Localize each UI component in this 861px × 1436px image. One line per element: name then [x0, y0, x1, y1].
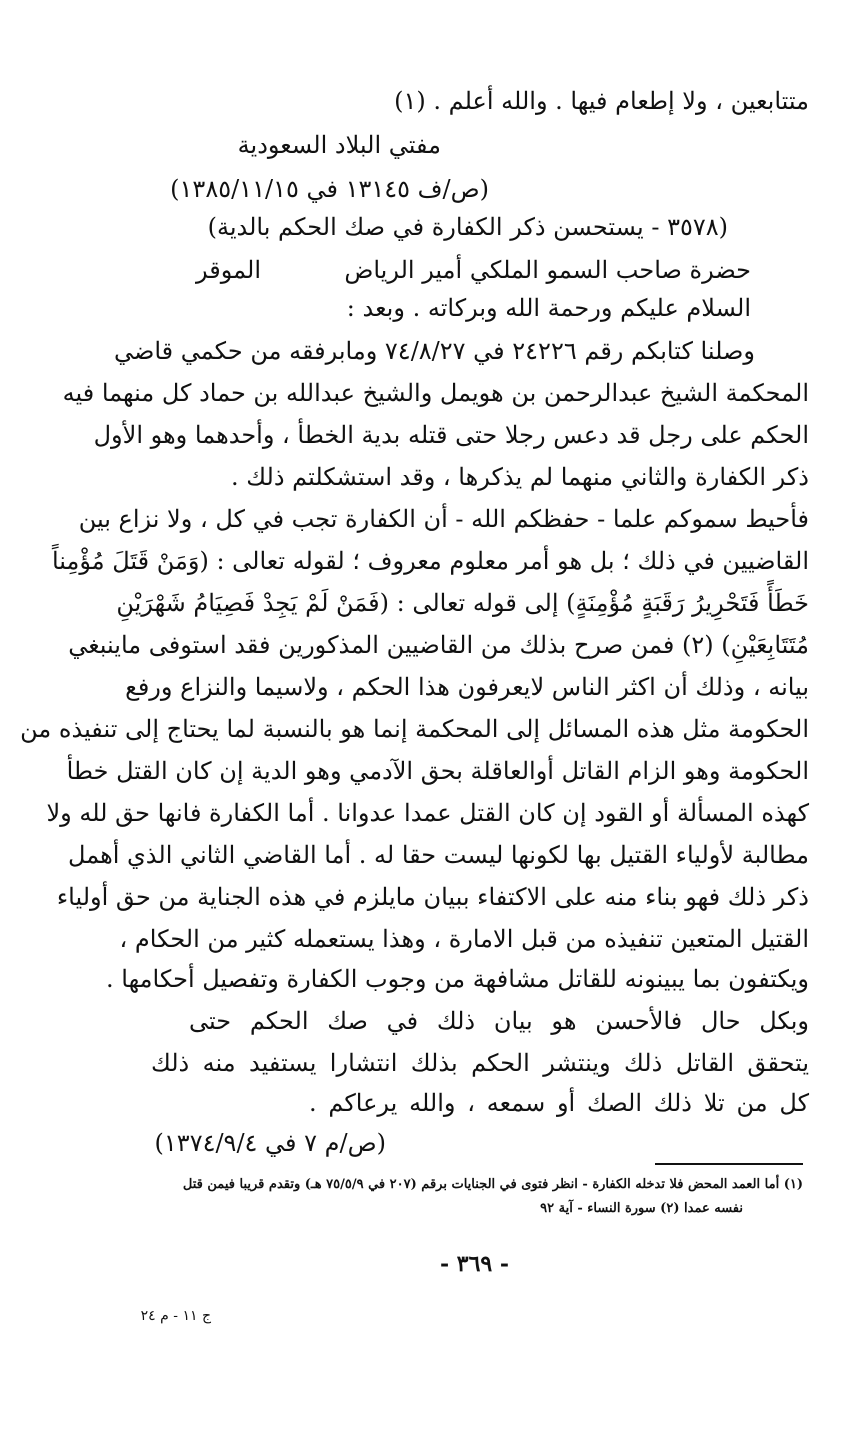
body-line: مطالبة لأولياء القتيل بها لكونها ليست حقا له . أما القاضي الثاني الذي أهمل — [68, 841, 809, 869]
body-line: فأحيط سموكم علما - حفظكم الله - أن الكفارة تجب في كل ، ولا نزاع بين — [78, 505, 809, 533]
continuation-line: متتابعين ، ولا إطعام فيها . والله أعلم . (١) — [394, 87, 809, 115]
body-line: الحكم على رجل قد دعس رجلا حتى قتله بدية الخطأ ، وأحدهما وهو الأول — [93, 421, 809, 449]
body-line: كل من تلا ذلك الصك أو سمعه ، والله يرعاكم . — [309, 1089, 809, 1117]
body-line: القتيل المتعين تنفيذه من قبل الامارة ، وهذا يستعمله كثير من الحكام ، — [119, 925, 809, 953]
body-line: ويكتفون بما يبينونه للقاتل مشافهة من وجوب الكفارة وتفصيل أحكامها . — [106, 965, 809, 993]
reference-number: (ص/ف ١٣١٤٥ في ١٣٨٥/١١/١٥) — [170, 175, 489, 203]
footnote: نفسه عمدا (٢) سورة النساء - آية ٩٢ — [540, 1201, 743, 1216]
body-line: ذكر ذلك فهو بناء منه على الاكتفاء ببيان مايلزم في هذه الجناية من حق أولياء — [56, 883, 809, 911]
body-line: وبكل حال فالأحسن هو بيان ذلك في صك الحكم حتى — [189, 1007, 809, 1035]
page-number: - ٣٦٩ - — [439, 1251, 509, 1277]
signature: مفتي البلاد السعودية — [237, 131, 441, 159]
body-line: مُتَتَابِعَيْنِ) (٢) فمن صرح بذلك من القاضيين المذكورين فقد استوفى ماينبغي — [68, 631, 809, 659]
body-line: يتحقق القاتل ذلك وينتشر الحكم بذلك انتشارا يستفيد منه ذلك — [151, 1049, 809, 1077]
greeting: السلام عليكم ورحمة الله وبركاته . وبعد : — [346, 294, 751, 322]
body-line: بيانه ، وذلك أن اكثر الناس لايعرفون هذا الحكم ، ولاسيما والنزاع ورفع — [125, 673, 809, 701]
volume-mark: ج ١١ - م ٢٤ — [140, 1308, 211, 1324]
body-line: وصلنا كتابكم رقم ٢٤٢٢٦ في ٧٤/٨/٢٧ ومابرفقه من حكمي قاضي — [113, 337, 755, 365]
honorific: الموقر — [196, 256, 261, 284]
body-line: الحكومة وهو الزام القاتل أوالعاقلة بحق الآدمي وهو الدية إن كان القتل خطأ — [66, 757, 809, 785]
reference-number: (ص/م ٧ في ١٣٧٤/٩/٤) — [154, 1129, 386, 1157]
body-line: كهذه المسألة أو القود إن كان القتل عمدا عدوانا . أما الكفارة فانها حق لله ولا — [46, 799, 809, 827]
body-line: الحكومة مثل هذه المسائل إلى المحكمة إنما هو بالنسبة لما يحتاج إلى تنفيذه من — [20, 715, 809, 743]
footnote: (١) أما العمد المحض فلا تدخله الكفارة - انظر فتوى في الجنايات برقم (٢٠٧ في ٧٥/٥/٩ هـ) وتقدم قريبا فيمن قتل — [182, 1177, 803, 1192]
footnote-separator — [655, 1163, 803, 1165]
body-line: المحكمة الشيخ عبدالرحمن بن هويمل والشيخ عبدالله بن حماد كل منهما فيه — [62, 379, 809, 407]
body-line: القاضيين في ذلك ؛ بل هو أمر معلوم معروف ؛ لقوله تعالى : (وَمَنْ قَتَلَ مُؤْمِناً — [51, 547, 809, 575]
addressee: حضرة صاحب السمو الملكي أمير الرياض — [344, 256, 751, 284]
body-line: خَطَأً فَتَحْرِيرُ رَقَبَةٍ مُؤْمِنَةٍ) إلى قوله تعالى : (فَمَنْ لَمْ يَجِدْ فَصِيَامُ شَهْرَيْنِ — [116, 589, 809, 617]
body-line: ذكر الكفارة والثاني منهما لم يذكرها ، وقد استشكلتم ذلك . — [231, 463, 809, 491]
fatwa-heading: (٣٥٧٨ - يستحسن ذكر الكفارة في صك الحكم بالدية) — [207, 213, 728, 241]
